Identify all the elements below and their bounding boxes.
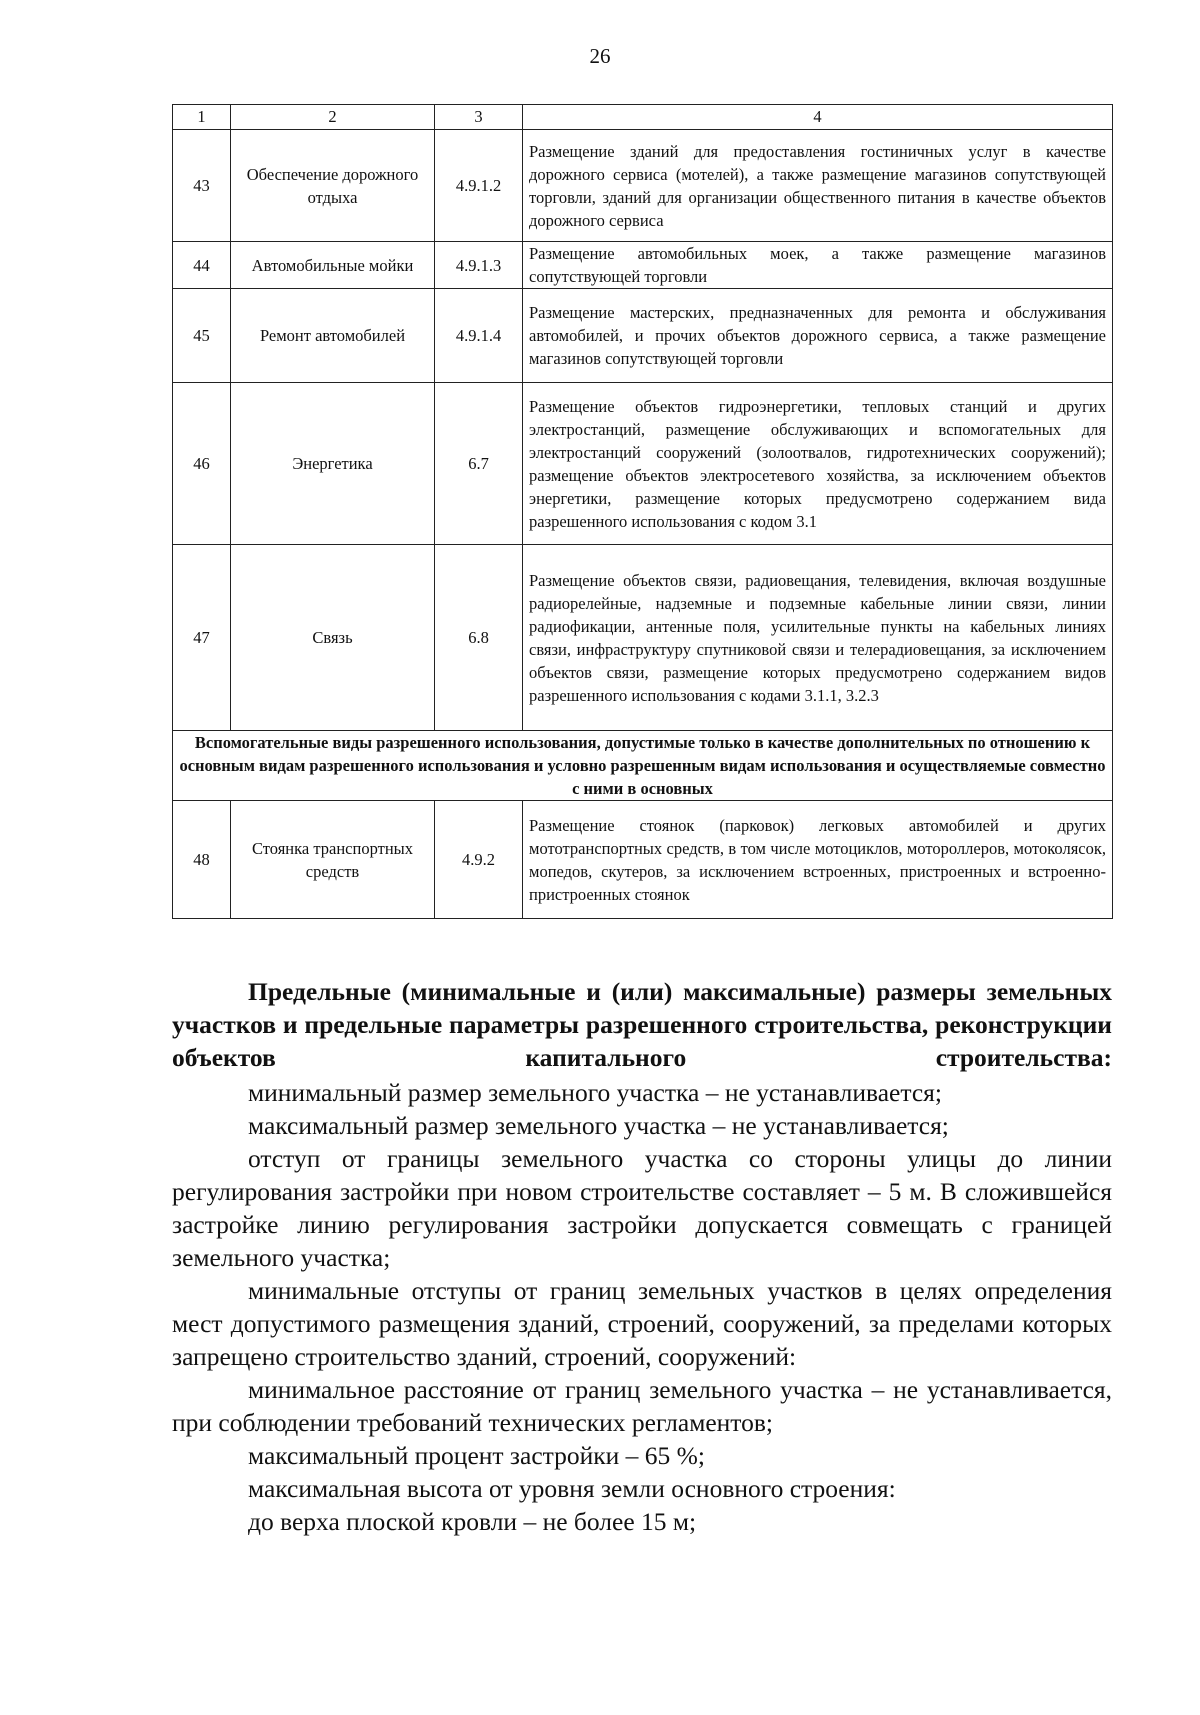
use-description: Размещение автомобильных моек, а также размещение магазинов сопутствующей торговли: [523, 242, 1113, 289]
use-description: Размещение мастерских, предназначенных для ремонта и обслуживания автомобилей, и прочих объектов дорожного сервиса, а также размещение магазинов сопутствующей торговли: [523, 289, 1113, 383]
use-description: Размещение стоянок (парковок) легковых автомобилей и других мототранспортных средств, в том числе мотоциклов, мотороллеров, мотоколясок, мопедов, скутеров, за исключением встроенных, пристроенных и встроенно-пристроенных стоянок: [523, 801, 1113, 919]
table-row: [173, 801, 1113, 919]
use-name: Автомобильные мойки: [231, 242, 435, 289]
land-use-table: [172, 104, 1113, 919]
table-row: [173, 130, 1113, 242]
use-code: 4.9.2: [435, 801, 523, 919]
use-code: 4.9.1.3: [435, 242, 523, 289]
use-name: Стоянка транспортных средств: [231, 801, 435, 919]
paragraph: максимальная высота от уровня земли основного строения:: [248, 1474, 896, 1503]
row-number: 48: [173, 801, 231, 919]
use-description: Размещение объектов связи, радиовещания, телевидения, включая воздушные радиорелейные, надземные и подземные кабельные линии связи, линии радиофикации, антенные поля, усилительные пункты на кабельных линиях связи, инфраструктуру спутниковой связи и телерадиовещания, за исключением объектов связи, размещение которых предусмотрено содержанием видов разрешенного использования с кодами 3.1.1, 3.2.3: [523, 545, 1113, 731]
paragraph: отступ от границы земельного участка со стороны улицы до линии регулирования застройки при новом строительстве составляет – 5 м. В сложившейся застройке линию регулирования застройки допускается совмещать с границей земельного участка;: [172, 1144, 1112, 1272]
column-header: 2: [231, 105, 435, 130]
row-number: 45: [173, 289, 231, 383]
use-code: 4.9.1.4: [435, 289, 523, 383]
use-name: Энергетика: [231, 383, 435, 545]
paragraph: до верха плоской кровли – не более 15 м;: [248, 1507, 697, 1536]
table-row: [173, 242, 1113, 289]
column-header: 1: [173, 105, 231, 130]
use-code: 6.8: [435, 545, 523, 731]
row-number: 47: [173, 545, 231, 731]
row-number: 43: [173, 130, 231, 242]
use-name: Ремонт автомобилей: [231, 289, 435, 383]
use-description: Размещение зданий для предоставления гостиничных услуг в качестве дорожного сервиса (мотелей), а также размещение магазинов сопутствующей торговли, зданий для организации общественного питания в качестве объектов дорожного сервиса: [523, 130, 1113, 242]
use-name: Обеспечение дорожного отдыха: [231, 130, 435, 242]
paragraph: максимальный процент застройки – 65 %;: [248, 1441, 705, 1470]
use-code: 4.9.1.2: [435, 130, 523, 242]
paragraph: минимальные отступы от границ земельных участков в целях определения мест допустимого размещения зданий, строений, сооружений, за пределами которых запрещено строительство зданий, строений, сооружений:: [172, 1276, 1112, 1371]
use-description: Размещение объектов гидроэнергетики, тепловых станций и других электростанций, размещение обслуживающих и вспомогательных для электростанций сооружений (золоотвалов, гидротехнических сооружений); размещение объектов электросетевого хозяйства, за исключением объектов энергетики, размещение которых предусмотрено содержанием вида разрешенного использования с кодом 3.1: [523, 383, 1113, 545]
table-row: [173, 289, 1113, 383]
table-row: [173, 545, 1113, 731]
section-heading: Предельные (минимальные и (или) максимальные) размеры земельных участков и предельные параметры разрешенного строительства, реконструкции объектов капитального строительства:: [172, 977, 1112, 1072]
parameters-section: [172, 975, 1112, 1538]
use-name: Связь: [231, 545, 435, 731]
section-title: Вспомогательные виды разрешенного использования, допустимые только в качестве дополнительных по отношению к основным видам разрешенного использования и условно разрешенным видам использования и осуществляемые совместно с ними в основных: [173, 731, 1113, 801]
row-number: 44: [173, 242, 231, 289]
column-header: 4: [523, 105, 1113, 130]
paragraph: минимальное расстояние от границ земельного участка – не устанавливается, при соблюдении требований технических регламентов;: [172, 1375, 1112, 1437]
paragraph: максимальный размер земельного участка – не устанавливается;: [248, 1111, 949, 1140]
column-header: 3: [435, 105, 523, 130]
section-header-row: [173, 731, 1113, 801]
table-header-row: [173, 105, 1113, 130]
table-row: [173, 383, 1113, 545]
page-number: 26: [589, 44, 611, 68]
row-number: 46: [173, 383, 231, 545]
paragraph: минимальный размер земельного участка – не устанавливается;: [248, 1078, 942, 1107]
use-code: 6.7: [435, 383, 523, 545]
